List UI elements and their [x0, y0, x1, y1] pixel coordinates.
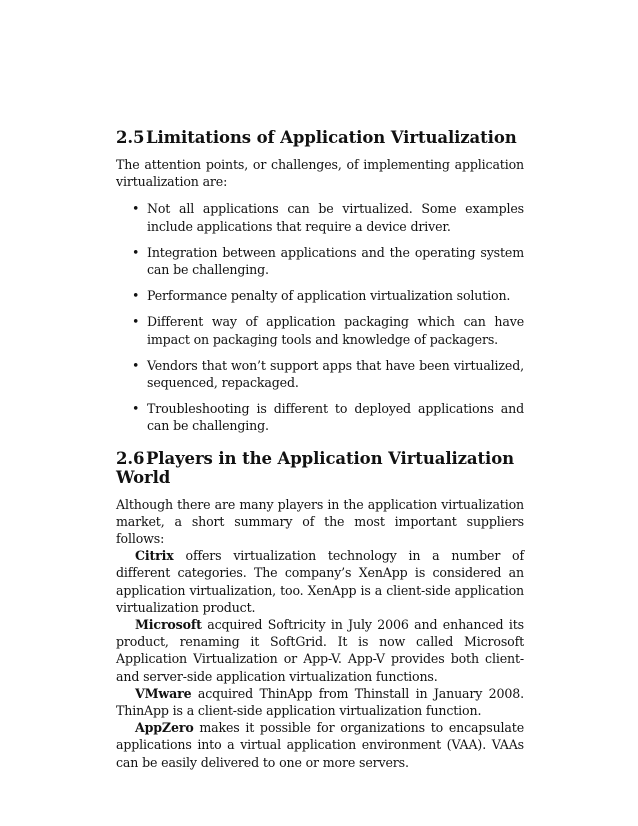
bullet-icon: • — [132, 357, 140, 373]
vendor-paragraph-vmware: VMware acquired ThinApp from Thinstall in January 2008. ThinApp is a client-side application virtualization function. — [116, 685, 524, 719]
vendor-paragraph-microsoft: Microsoft acquired Softricity in July 2006 and enhanced its product, renaming it SoftGrid. It is now called Microsoft Application Virtualization or App-V. App-V provides both client- and server-side application virtualization functions. — [116, 617, 524, 684]
vendor-name: Microsoft — [135, 617, 202, 633]
section-number: 2.5 — [116, 128, 145, 147]
bullet-icon: • — [132, 201, 140, 217]
vendor-paragraph-citrix: Citrix offers virtualization technology in a number of different categories. The company’s XenApp is considered an application virtualization, too. XenApp is a client-side application virtualization product. — [116, 548, 524, 615]
vendor-paragraph-appzero: AppZero makes it possible for organizations to encapsulate applications into a virtual application environment (VAA). VAAs can be easily delivered to one or more servers. — [116, 720, 524, 770]
list-item: • Performance penalty of application virtualization solution. — [132, 288, 511, 304]
vendor-name: VMware — [135, 685, 192, 701]
bullet-icon: • — [132, 244, 140, 260]
bullet-icon: • — [132, 401, 140, 417]
section-intro: Although there are many players in the application virtualization market, a short summary of the most important suppliers follows: — [116, 496, 524, 547]
section-intro: The attention points, or challenges, of implementing application virtualization are: — [116, 157, 524, 190]
list-item: • Not all applications can be virtualized. Some examples include applications that require a device driver. — [132, 201, 524, 234]
list-item: • Integration between applications and the operating system can be challenging. — [132, 244, 524, 278]
bullet-icon: • — [132, 314, 140, 330]
limitations-list — [116, 200, 524, 434]
vendor-name: Citrix — [135, 548, 174, 564]
section-title: Players in the Application Virtualization World — [116, 448, 515, 487]
document-page — [116, 128, 524, 771]
section-heading-2-5 — [116, 128, 524, 147]
section-number: 2.6 — [116, 448, 145, 468]
vendor-name: AppZero — [135, 720, 194, 736]
list-item: • Different way of application packaging which can have impact on packaging tools and knowledge of packagers. — [132, 314, 524, 347]
bullet-icon: • — [132, 288, 140, 304]
list-item: • Troubleshooting is different to deployed applications and can be challenging. — [132, 401, 524, 434]
section-title: Limitations of Application Virtualization — [146, 128, 517, 147]
list-item: • Vendors that won’t support apps that have been virtualized, sequenced, repackaged. — [132, 357, 524, 391]
section-heading-2-6 — [116, 449, 524, 487]
